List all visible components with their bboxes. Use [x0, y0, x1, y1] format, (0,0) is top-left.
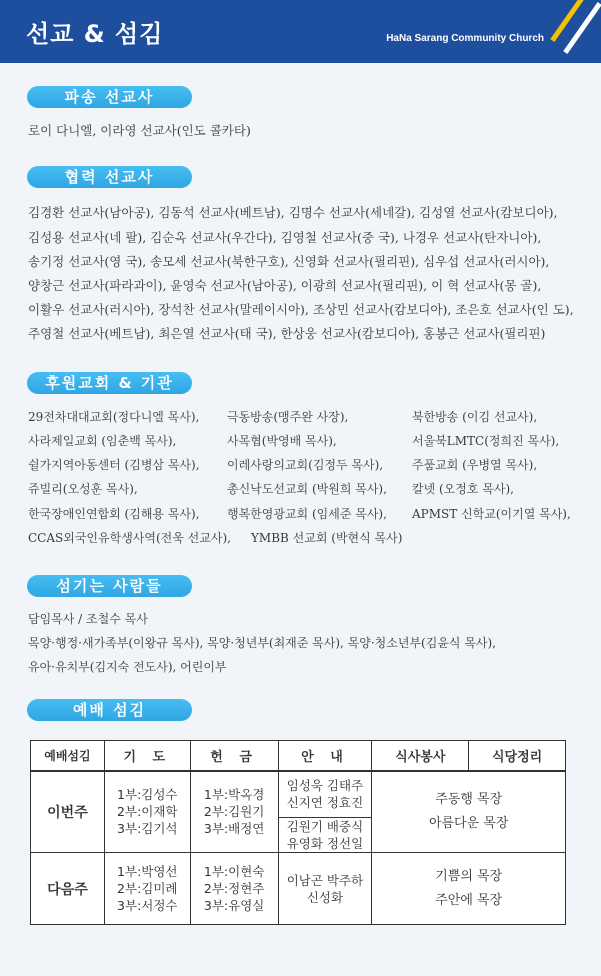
supporter-item: 서울북LMTC(정희진 목사), — [412, 434, 560, 448]
header-banner — [0, 0, 601, 63]
cooperating-line: 김경환 선교사(남아공), 김동석 선교사(베트남), 김명수 선교사(세네갈), 김성열 선교사(캄보디아), — [28, 205, 558, 220]
dispatch-line: 로이 다니엘, 이라영 선교사(인도 콜카타) — [28, 123, 251, 138]
church-name: HaNa Sarang Community Church — [386, 33, 544, 44]
meal-team: 아름다운 목장 — [428, 815, 509, 831]
guide-names: 임성욱 김태주 — [286, 778, 364, 794]
meal-service-cell — [372, 771, 566, 853]
cooperating-line: 김성용 선교사(네 팔), 김순옥 선교사(우간다), 김영철 선교사(중 국), 나경우 선교사(탄자니아), — [28, 230, 542, 245]
guide-cell — [278, 853, 372, 925]
guide-cell — [278, 818, 372, 853]
meal-team: 주안에 목장 — [435, 892, 503, 908]
supporter-item: CCAS외국인유학생사역(전욱 선교사), — [28, 531, 231, 545]
worship-schedule-table — [30, 740, 566, 925]
row-label-next-week: 다음주 — [31, 853, 105, 925]
offering-name: 3부:배정연 — [203, 821, 265, 837]
offering-name: 1부:이현숙 — [203, 864, 265, 879]
header-cell: 예배섬김 — [31, 741, 105, 771]
offering-name: 2부:김원기 — [203, 804, 265, 820]
cooperating-line: 주영철 선교사(베트남), 최은열 선교사(태 국), 한상웅 선교사(캄보디아), 홍봉근 선교사(필리핀) — [28, 326, 546, 341]
header-cell: 식당정리 — [469, 741, 566, 771]
supporter-item: 사라제일교회 (임춘백 목사), — [28, 434, 177, 448]
table-row — [31, 771, 566, 818]
cooperating-line: 이활우 선교사(러시아), 장석찬 선교사(말레이시아), 조상민 선교사(캄보디아), 조은호 선교사(인 도), — [28, 302, 574, 317]
header-cell: 헌 금 — [190, 741, 278, 771]
offering-name: 2부:정현주 — [203, 881, 265, 896]
prayer-cell — [104, 853, 190, 925]
header-cell: 기 도 — [104, 741, 190, 771]
prayer-name: 2부:김미례 — [117, 881, 178, 896]
supporter-item: 극동방송(맹주완 사장), — [227, 410, 349, 424]
supporter-item: 사목협(박영배 목사), — [227, 434, 337, 448]
header-cell: 식사봉사 — [372, 741, 469, 771]
cooperating-line: 송기정 선교사(영 국), 송모세 선교사(북한구호), 신영화 선교사(필리핀), 심우섭 선교사(러시아), — [28, 254, 550, 269]
supporter-item: 칼넷 (오정호 목사), — [412, 482, 514, 496]
supporter-item: 한국장애인연합회 (김해용 목사), — [28, 507, 200, 521]
supporter-item: 북한방송 (이김 선교사), — [412, 410, 538, 424]
prayer-name: 3부:서정수 — [117, 898, 178, 913]
supporter-item: YMBB 선교회 (박현식 목사) — [251, 531, 403, 545]
offering-name: 3부:유영실 — [203, 898, 265, 913]
meal-team: 기쁨의 목장 — [435, 868, 503, 884]
servers-line: 유아·유치부(김지숙 전도사), 어린이부 — [28, 660, 227, 674]
row-label-this-week: 이번주 — [31, 771, 105, 853]
section-title-dispatch: 파송 선교사 — [27, 86, 192, 108]
prayer-name: 1부:김성수 — [117, 787, 178, 803]
meal-team: 주동행 목장 — [435, 791, 503, 807]
offering-name: 1부:박옥경 — [203, 787, 265, 803]
section-title-servers: 섬기는 사람들 — [27, 575, 192, 597]
supporter-item: 주품교회 (우병열 목사), — [412, 458, 538, 472]
table-row — [31, 853, 566, 925]
servers-line: 목양·행정·새가족부(이왕규 목사), 목양·청년부(최재준 목사), 목양·청소년부(김윤식 목사), — [28, 636, 496, 650]
guide-names: 이남곤 박주하 — [286, 872, 364, 888]
page-title: 선교 & 섬김 — [26, 20, 164, 48]
supporter-item: 이레사랑의교회(김정두 목사), — [227, 458, 384, 472]
white-stripe-decoration — [563, 2, 601, 54]
header-cell: 안 내 — [278, 741, 372, 771]
prayer-cell — [104, 771, 190, 853]
supporter-item: 쉴가지역아동센터 (김병삼 목사), — [28, 458, 200, 472]
offering-cell — [190, 771, 278, 853]
supporter-item: 29전차대대교회(정다니엘 목사), — [28, 410, 200, 424]
section-title-worship: 예배 섬김 — [27, 699, 192, 721]
table-header-row — [31, 741, 566, 771]
offering-cell — [190, 853, 278, 925]
guide-names: 유영화 정선일 — [286, 836, 364, 851]
supporter-item: 쥬빌리(오성훈 목사), — [28, 482, 138, 496]
supporter-item: 총신낙도선교회 (박원희 목사), — [227, 482, 387, 496]
cooperating-line: 양창근 선교사(파라과이), 윤영숙 선교사(남아공), 이광희 선교사(필리핀), 이 혁 선교사(몽 골), — [28, 278, 542, 293]
supporter-item: APMST 신학교(이기열 목사), — [412, 507, 571, 521]
guide-cell — [278, 771, 372, 818]
supporter-item: 행복한영광교회 (임세준 목사), — [227, 507, 387, 521]
meal-service-cell — [372, 853, 566, 925]
prayer-name: 3부:김기석 — [117, 821, 178, 837]
section-title-cooperating: 협력 선교사 — [27, 166, 192, 188]
guide-names: 신지연 정효진 — [286, 795, 364, 811]
section-title-supporting: 후원교회 & 기관 — [27, 372, 192, 394]
servers-line: 담임목사 / 조철수 목사 — [28, 612, 148, 626]
prayer-name: 2부:이재학 — [117, 804, 178, 820]
guide-names: 김원기 배중식 — [286, 819, 364, 834]
prayer-name: 1부:박영선 — [117, 864, 178, 879]
guide-names: 신성화 — [306, 889, 344, 905]
